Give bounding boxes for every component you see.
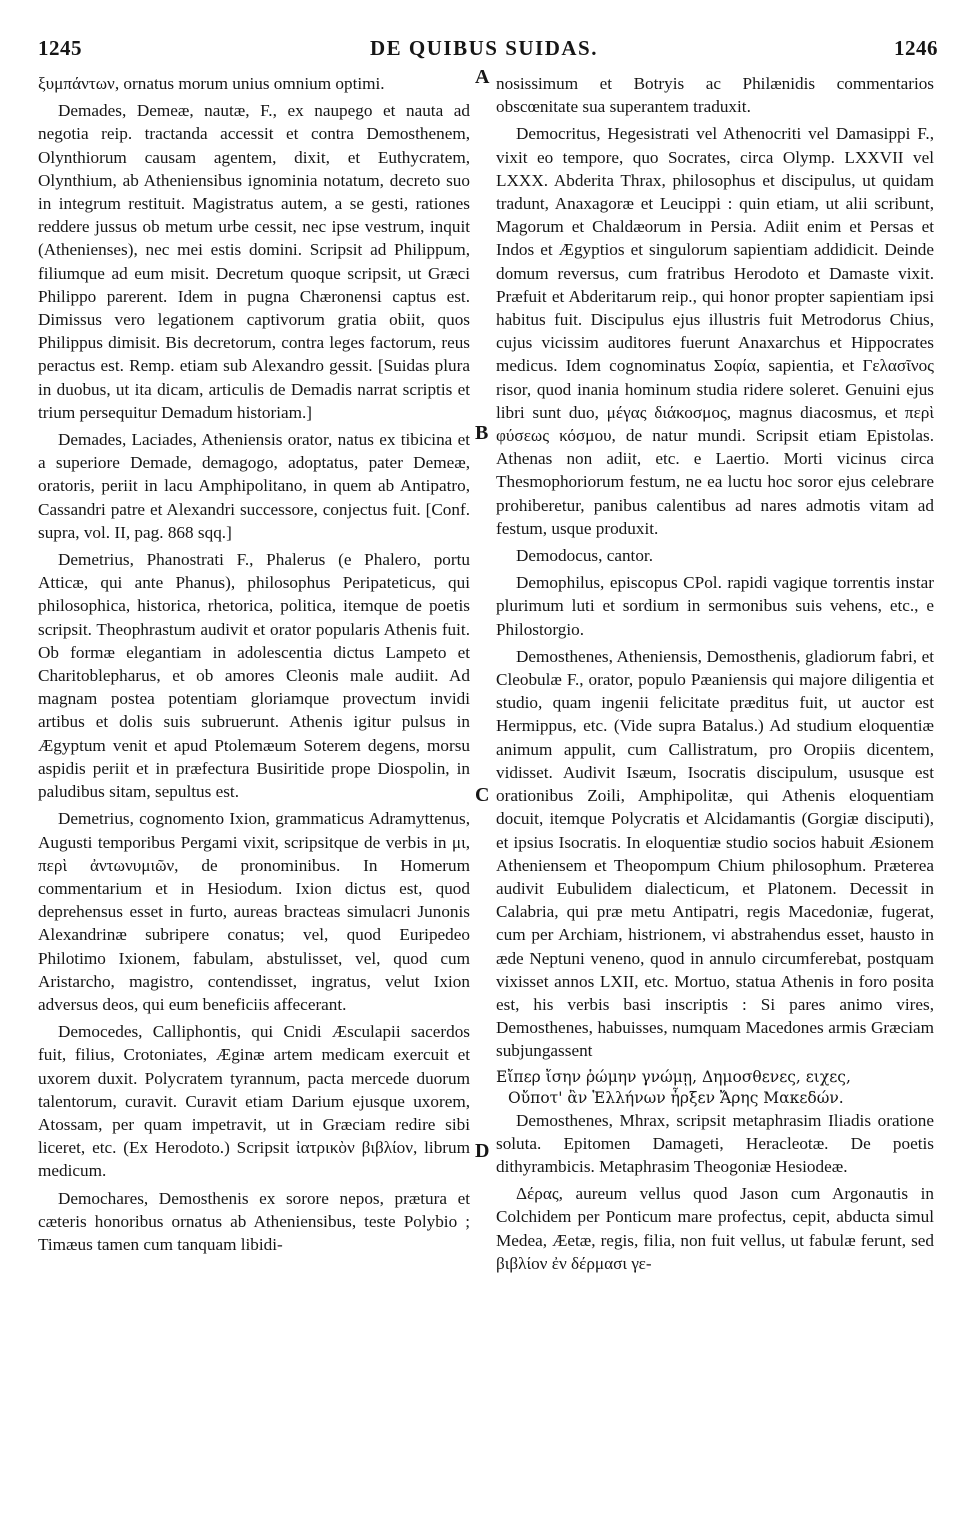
entry-continuation: ξυμπάντων, ornatus morum unius omnium optimi. [38, 74, 385, 93]
section-marker-a: A [475, 66, 490, 88]
entry-demochares: Demochares, Demosthenis ex sorore nepos, prætura et cæteris honoribus ornatus ab Atheniensibus, teste Polybio ; Timæus tamen cum tanquam libidi- [38, 1188, 470, 1254]
epigram-line-1: Εἴπερ ἴσην ῥώμην γνώμῃ, Δημοσθενες, ειχες, [496, 1067, 851, 1086]
page-number-left: 1245 [38, 36, 82, 60]
entry-democedes: Democedes, Calliphontis, qui Cnidi Æsculapii sacerdos fuit, filius, Crotoniates, Æginæ artem medicam exercuit et uxorem duxit. Polycratem tyrannum, pacta mercede duorum talentorum, curavit. Curavit etiam Darium ejusque uxorem, Atossam, per quam impetravit, ut in Græciam redire sibi liceret, etc. (Ex Herodoto.) Scripsit ἰατρικὸν βιβλίον, librum medicum. [38, 1022, 470, 1181]
left-column [38, 72, 470, 1256]
entry-demodocus: Demodocus, cantor. [516, 546, 653, 566]
entry-democritus: Democritus, Hegesistrati vel Athenocriti vel Damasippi F., vixit eo tempore, quo Socrates, circa Olymp. LXXVII vel LXXX. Abderita Thrax, philosophus et discipulus, ut quidam tradunt, Anaxagoræ et Leucippi : quin etiam, ut alii scribunt, Magorum et Chaldæorum in Persia. Adiit enim et Persas et Indos et Ægyptios et singulorum sapientiam addidicit. Deinde domum reversus, cum fratribus Herodoto et Damaste vixit. Præfuit et Abderitarum reip., qui honor propter sapientiam ipsi habitus fuit. Discipulus ejus illustris fuit Metrodorus Chius, cujus vicissim auditores fuerunt Anaxarchus et Hippocrates medicus. Idem cognominatus Σοφία, sapientia, et Γελασῖνος risor, quod inania hominum studia ridere soleret. Genuini ejus libri sunt duo, μέγας διάκοσμος, magnus diacosmus, et περὶ φύσεως κόσμου, de natur mundi. Scripsit etiam Epistolas. Athenas non adiit, etc. e Laertio. Morti vicinus circa Thesmophoriorum festum, ne ea luctu hoc soror ejus celebrare prohiberetur, panibus calentibus ad nares admotis vitam ad festum, usque produxit. [496, 124, 934, 538]
entry-continuation: nosissimum et Botryis ac Philænidis commentarios obscœnitate sua superantem traduxit. [496, 74, 934, 117]
entry-demades-demeae: Demades, Demeæ, nautæ, F., ex naupego et nauta ad negotia reip. tractanda accessit et contra Demosthenem, Olynthiorum causam agentem, dixit, et Euthycratem, Olynthium, ab Atheniensibus ignominia notatum, decreto suo in integrum restituit. Magistratus autem, a se gesti, rationes reddere jussus ob metum urbe cessit, nec ipse vestrum, inquit (Athenienses), nec mei estis domini. Scripsit ad Philippum, filiumque ad eum misit. Decretum quoque scripsit, ut Græci Philippo parerent. Idem in pugna Chæronensi captus est. Dimissus vero legationem captivorum gratia obiit, quos Philippus dimisit. Bis decretorum, contra leges factorum, reus peractus est. Remp. etiam sub Alexandro gessit. [Suidas plura in duobus, ut ita dicam, articulis de Demadis narrat scriptis et trium persequitur Demadum historiam.] [38, 101, 470, 422]
epigram-line-2: Οὔποτ' ἂν Ἑλλήνων ἦρξεν Ἄρης Μακεδών. [508, 1088, 844, 1107]
entry-demades-laciades: Demades, Laciades, Atheniensis orator, natus ex tibicina et a superiore Demade, demagogo, adoptatus, pater Demeæ, oratoris, periit in lacu Amphipolitano, in quem ab Antipatro, Cassandri patre et Alexandri successore, conjectus fuit. [Conf. supra, vol. II, pag. 868 sqq.] [38, 430, 470, 542]
section-marker-c: C [475, 784, 490, 806]
running-title: DE QUIBUS SUIDAS. [370, 36, 598, 60]
section-marker-d: D [475, 1140, 490, 1162]
entry-demetrius-phalerus: Demetrius, Phanostrati F., Phalerus (e Phalero, portu Atticæ, qui ante Phanus), philosophus Peripateticus, qui philosophica, historica, rhetorica, politica, itemque de poetis scripsit. Theophrastum audivit et orator popularis Athenis fuit. Ob formæ elegantiam in adolescentia dictus Lampeto et Charitoblepharus, et ob amores Cleonis male audiit. Ad magnam postea potentiam gloriamque provectum invidi artibus et dolis suis subruerunt. Athenis igitur pulsus in Ægyptum venit et apud Ptolemæum Soterem degens, morsu aspidis periit et in præfectura Busiritide prope Diospolin, in paludibus sitam, sepultus est. [38, 550, 470, 802]
entry-demosthenes-mhrax: Demosthenes, Mhrax, scripsit metaphrasim Iliadis oratione soluta. Epitomen Damageti, Heracleotæ. De poetis dithyrambicis. Metaphrasim Theogoniæ Hesiodeæ. [496, 1110, 934, 1176]
entry-demophilus: Demophilus, episcopus CPol. rapidi vagique torrentis instar plurimum luti et sordium in sermonibus suis vehens, etc., e Philostorgio. [496, 573, 934, 639]
entry-deras: Δέρας, aureum vellus quod Jason cum Argonautis in Colchidem per Ponticum mare profectus, cepit, abducta simul Medea, Æetæ, regis, filia, non fuit vellus, ut fabulæ ferunt, sed βιβλίον ἐν δέρμασι γε- [496, 1184, 934, 1273]
section-marker-b: B [475, 422, 489, 444]
page-number-right: 1246 [894, 36, 938, 60]
right-column [496, 72, 934, 1275]
greek-epigram [496, 1067, 934, 1109]
entry-demosthenes-atheniensis: Demosthenes, Atheniensis, Demosthenis, gladiorum fabri, et Cleobulæ F., orator, populo Pæaniensis qui majore diligentia et studio, quam ingenii felicitate præditus fuit, ut auctor est Hermippus, etc. (Vide supra Batalus.) Ad studium eloquentiæ animum appulit, cum Callistratum, pro Oropiis dicentem, vidisset. Audivit Isæum, Isocratis discipulum, ususque est orationibus Zoili, Amphipolitæ, qui Athenis eloquentiam docuit, itemque Polycratis et Alcidamantis (Gorgiæ disciputi), et ipsius Isocratis. In eloquentiæ studio socios habuit Æsionem Atheniensem et Theopompum Chium philosophum. Præterea audivit Eubulidem dialecticum, et Platonem. Decessit in Calabria, qui præ metu Antipatri, regis Macedoniæ, fugerat, cum per Archiam, histrionem, vi abstrahendus esset, hausto in æde Neptuni veneno, quod in annulo circumferebat, postquam vixisset annos LXII, etc. Mortuo, statua Athenis in foro posita est, his verbis basi inscriptis : Si pares animo vires, Demosthenes, habuisses, numquam Macedones armis Græciam subjungassent [496, 646, 934, 1061]
entry-demetrius-ixion: Demetrius, cognomento Ixion, grammaticus Adramyttenus, Augusti temporibus Pergami vixit, scripsitque de verbis in μι, περὶ ἀντωνυμιῶν, de pronominibus. In Homerum commentarium et in Hesiodum. Ixion dictus est, quod deprehensus esset in furto, aureas bracteas simulacri Junonis Alexandrinæ subripere conatus; vel, quod Euripedeo Philotimo Ixionem, fabulam, abstulisset, vel, quod cum Aristarcho, magistro, contendisset, ingratus, velut Ixion adversus deos, qui eum beneficiis affecerant. [38, 809, 470, 1014]
